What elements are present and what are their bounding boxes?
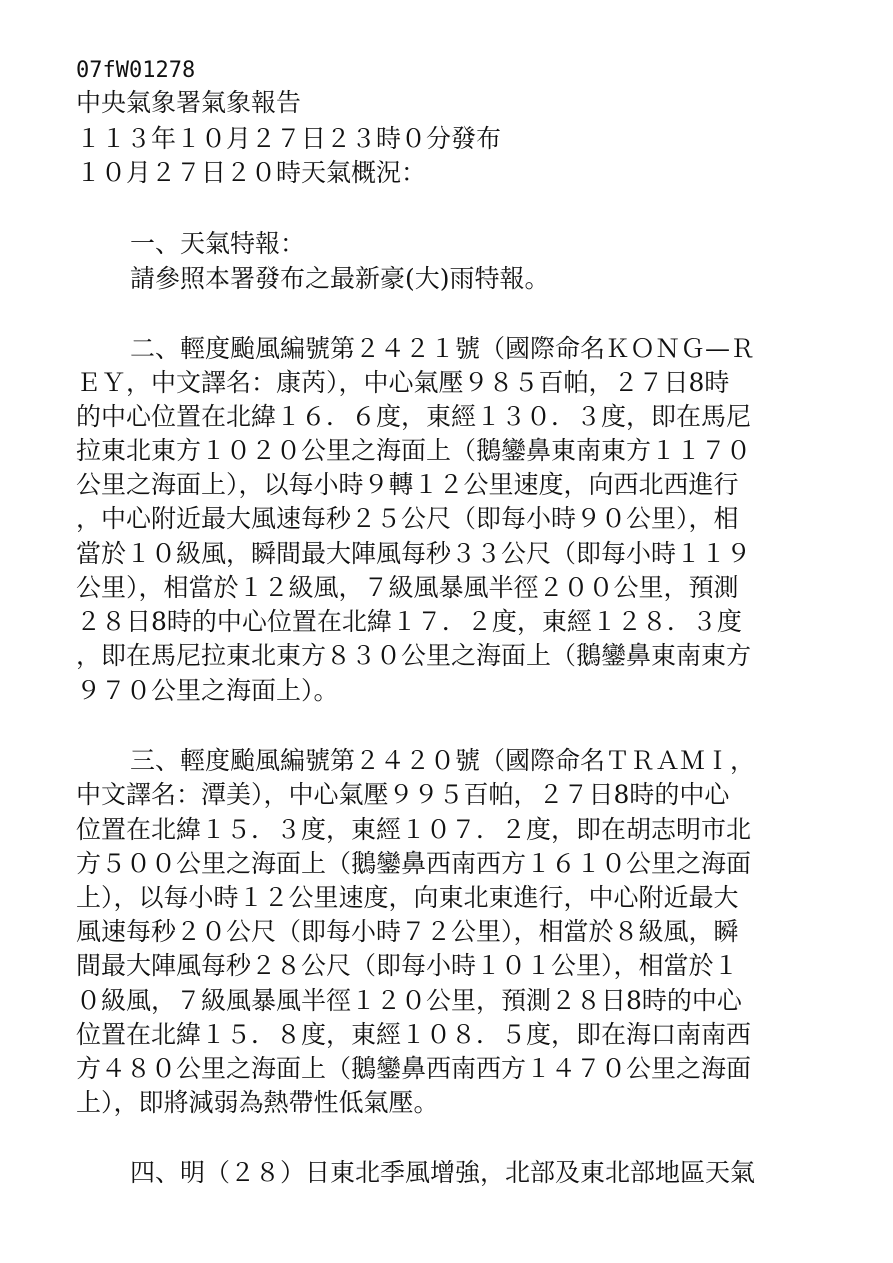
paragraph-line: 的中心位置在北緯１６．６度，東經１３０．３度，即在馬尼 [76,402,752,431]
paragraph-line: 上），以每小時１２公里速度，向東北東進行，中心附近最大 [76,883,739,912]
paragraph-line: 中文譯名：潭美），中心氣壓９９５百帕，２７日8時的中心 [76,780,730,809]
paragraph-line: 公里之海面上），以每小時９轉１２公里速度，向西北西進行 [76,470,739,499]
paragraph-line: 四、明（２８）日東北季風增強，北部及東北部地區天氣 [130,1158,756,1187]
paragraph-line: 間最大陣風每秒２８公尺（即每小時１０１公里），相當於１ [76,951,739,980]
paragraph-line: 三、輕度颱風編號第２４２０號（國際命名ＴＲＡＭＩ， [130,746,756,775]
paragraph-line: 位置在北緯１５．８度，東經１０８．５度，即在海口南南西 [76,1020,752,1049]
paragraph-line: ９７０公里之海面上）。 [76,676,339,705]
paragraph-line: ，即在馬尼拉東北東方８３０公里之海面上（鵝鑾鼻東南東方 [76,641,752,670]
paragraph-line: 方５００公里之海面上（鵝鑾鼻西南西方１６１０公里之海面 [76,849,752,878]
paragraph-line: 當於１０級風，瞬間最大陣風每秒３３公尺（即每小時１１９ [76,539,752,568]
paragraph-line: 公里），相當於１２級風，７級風暴風半徑２００公里，預測 [76,573,739,602]
paragraph-line: 請參照本署發布之最新豪(大)雨特報。 [130,264,550,293]
paragraph-line: 二、輕度颱風編號第２４２１號（國際命名ＫＯＮＧ—Ｒ [130,334,756,363]
issue-datetime: １１３年１０月２７日２３時０分發布 [76,124,502,153]
section-heading: 一、天氣特報： [130,229,306,258]
paragraph-line: ，中心附近最大風速每秒２５公尺（即每小時９０公里），相 [76,504,739,533]
paragraph-line: ２８日8時的中心位置在北緯１７．２度，東經１２８．３度 [76,607,742,636]
paragraph-line: 方４８０公里之海面上（鵝鑾鼻西南西方１４７０公里之海面 [76,1054,752,1083]
overview-heading: １０月２７日２０時天氣概況： [76,158,427,187]
paragraph-line: 拉東北東方１０２０公里之海面上（鵝鑾鼻東南東方１１７０ [76,436,752,465]
paragraph-line: 位置在北緯１５．３度，東經１０７．２度，即在胡志明市北 [76,815,752,844]
document-id: 07fW01278 [76,58,196,83]
paragraph-line: ０級風，７級風暴風半徑１２０公里，預測２８日8時的中心 [76,986,742,1015]
paragraph-line: ＥＹ，中文譯名：康芮），中心氣壓９８５百帕，２７日8時 [76,368,730,397]
report-title: 中央氣象署氣象報告 [76,88,302,117]
paragraph-line: 風速每秒２０公尺（即每小時７２公里），相當於８級風，瞬 [76,917,739,946]
paragraph-line: 上），即將減弱為熱帶性低氣壓。 [76,1088,439,1117]
